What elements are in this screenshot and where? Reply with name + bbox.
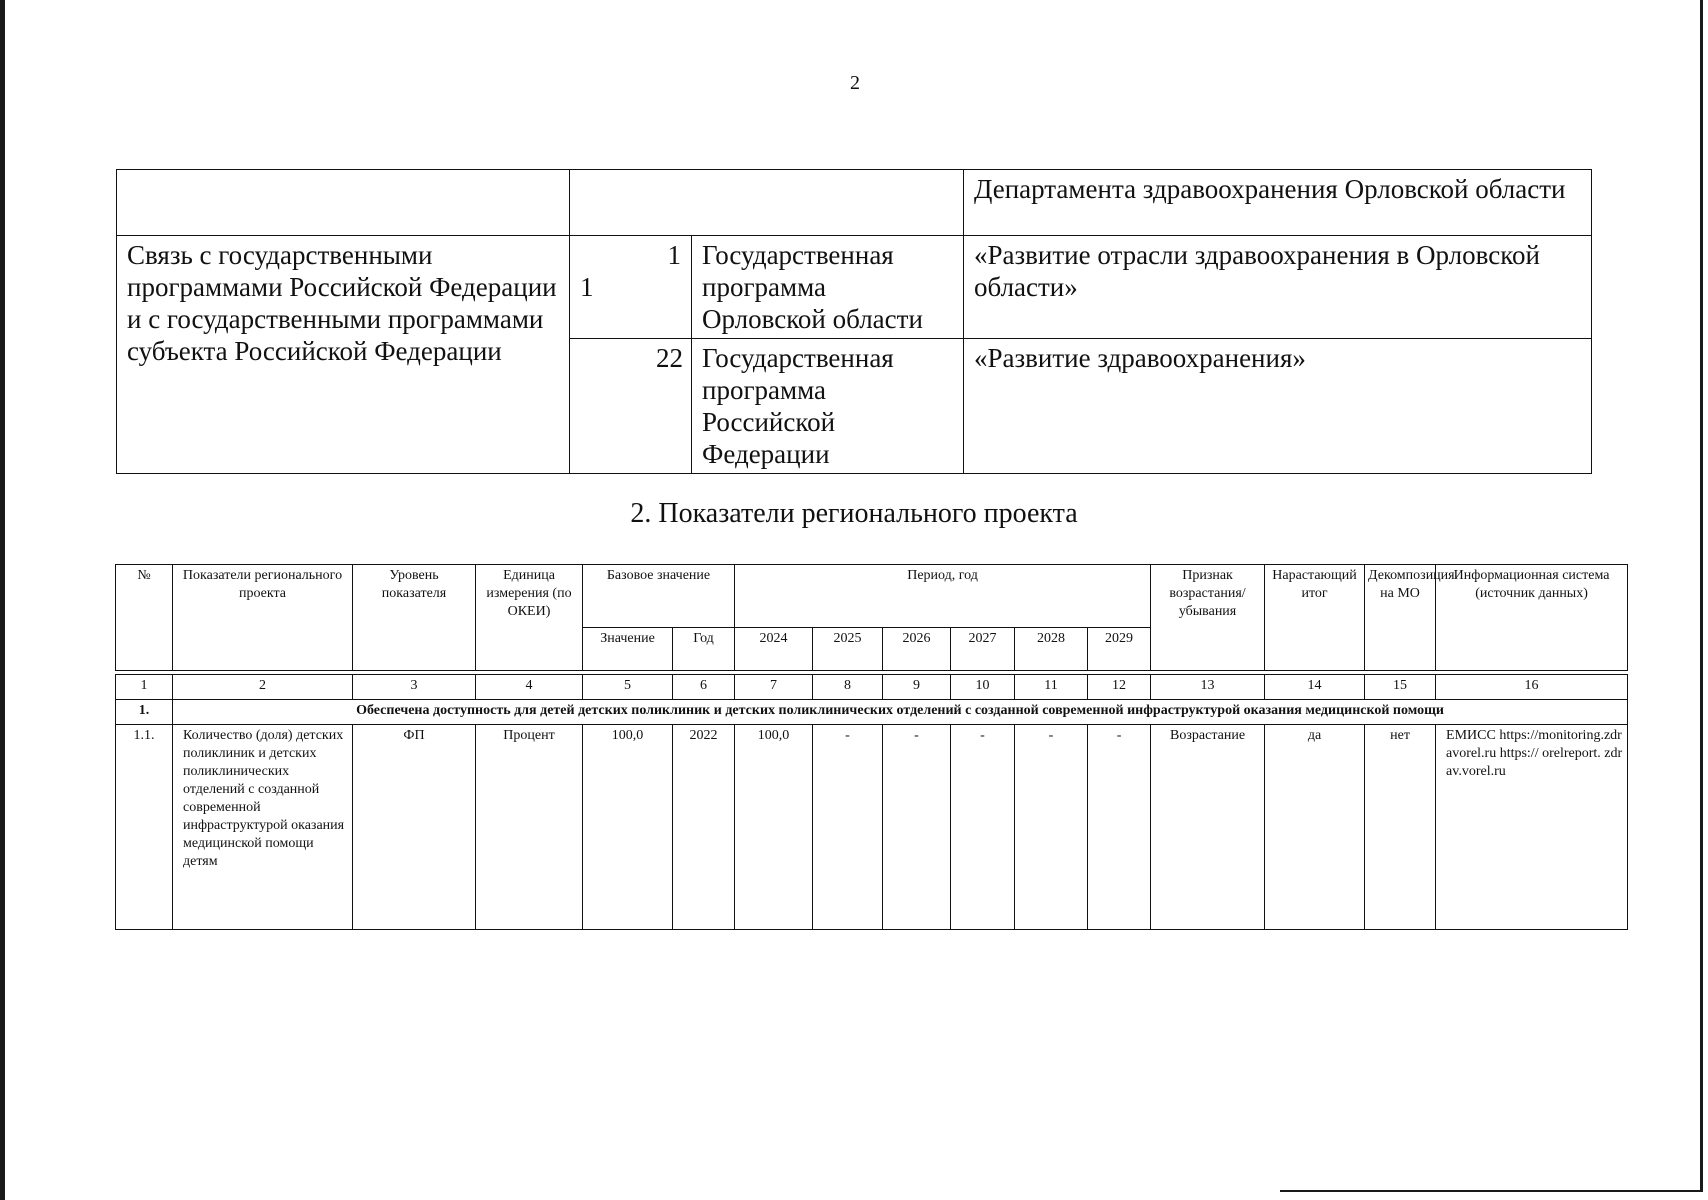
- value-2027: -: [951, 725, 1015, 930]
- info-system: ЕМИСС https://monitoring.zdravorel.ru https:// orelreport. zdrav.vorel.ru: [1436, 725, 1628, 930]
- program-number-main: 1: [580, 272, 594, 302]
- indicator-name: Количество (доля) детских поликлиник и детских поликлинических отделений с созданной современной инфраструктурой оказания медицинской помощи детям: [173, 725, 353, 930]
- column-number: 9: [883, 675, 951, 700]
- column-number: 11: [1015, 675, 1088, 700]
- links-label: Связь с государственными программами Российской Федерации и с государственными программами субъекта Российской Федерации: [117, 236, 570, 474]
- col-header-base-year: Год: [673, 628, 735, 671]
- page-left-border: [0, 0, 5, 1200]
- base-year: 2022: [673, 725, 735, 930]
- column-number: 1: [116, 675, 173, 700]
- value-2026: -: [883, 725, 951, 930]
- column-number: 14: [1265, 675, 1365, 700]
- program-number-sub: 1: [667, 240, 681, 270]
- group-number: 1.: [116, 700, 173, 725]
- column-number: 15: [1365, 675, 1436, 700]
- column-number: 3: [353, 675, 476, 700]
- program-type: Государственная программа Орловской области: [692, 236, 964, 339]
- empty-cell: [570, 170, 964, 236]
- group-row: [116, 700, 1628, 725]
- base-value: 100,0: [583, 725, 673, 930]
- column-number: 4: [476, 675, 583, 700]
- table-row: [116, 725, 1628, 930]
- col-header-sign: Признак возрастания/ убывания: [1151, 565, 1265, 671]
- col-header-level: Уровень показателя: [353, 565, 476, 671]
- col-header-year: 2028: [1015, 628, 1088, 671]
- column-number: 16: [1436, 675, 1628, 700]
- program-number: [570, 236, 692, 339]
- col-header-base-value: Значение: [583, 628, 673, 671]
- program-number: 22: [570, 339, 692, 474]
- page-bottom-line: [1280, 1190, 1703, 1192]
- indicator-level: ФП: [353, 725, 476, 930]
- empty-cell: [117, 170, 570, 236]
- col-header-decomposition: Декомпозиция на МО: [1365, 565, 1436, 671]
- col-header-year: 2026: [883, 628, 951, 671]
- column-number: 12: [1088, 675, 1151, 700]
- value-2029: -: [1088, 725, 1151, 930]
- col-header-cumulative: Нарастающий итог: [1265, 565, 1365, 671]
- col-header-unit: Единица измерения (по ОКЕИ): [476, 565, 583, 671]
- col-header-no: №: [116, 565, 173, 671]
- group-title: Обеспечена доступность для детей детских поликлиник и детских поликлинических отделений с созданной современной инфраструктурой оказания медицинской помощи: [173, 700, 1628, 725]
- page-right-border: [1700, 0, 1703, 1192]
- growth-sign: Возрастание: [1151, 725, 1265, 930]
- value-2025: -: [813, 725, 883, 930]
- col-header-year: 2024: [735, 628, 813, 671]
- col-header-info-system: Информационная система (источник данных): [1436, 565, 1628, 671]
- indicator-unit: Процент: [476, 725, 583, 930]
- value-2028: -: [1015, 725, 1088, 930]
- cumulative-total: да: [1265, 725, 1365, 930]
- section-title: 2. Показатели регионального проекта: [630, 498, 1078, 529]
- column-number: 2: [173, 675, 353, 700]
- value-2024: 100,0: [735, 725, 813, 930]
- mo-decomposition: нет: [1365, 725, 1436, 930]
- program-name: «Развитие отрасли здравоохранения в Орловской области»: [964, 236, 1592, 339]
- row-number: 1.1.: [116, 725, 173, 930]
- column-number: 13: [1151, 675, 1265, 700]
- col-header-base: Базовое значение: [583, 565, 735, 628]
- column-number-row: [116, 675, 1628, 700]
- column-number: 7: [735, 675, 813, 700]
- department-continuation: Департамента здравоохранения Орловской области: [964, 170, 1592, 236]
- column-number: 8: [813, 675, 883, 700]
- col-header-year: 2027: [951, 628, 1015, 671]
- header-row: [116, 565, 1628, 628]
- program-row: [117, 236, 1592, 339]
- column-number: 10: [951, 675, 1015, 700]
- col-header-period: Период, год: [735, 565, 1151, 628]
- program-links-table: [116, 169, 1592, 474]
- program-type: Государственная программа Российской Федерации: [692, 339, 964, 474]
- col-header-year: 2025: [813, 628, 883, 671]
- page-number: 2: [850, 72, 860, 94]
- program-name: «Развитие здравоохранения»: [964, 339, 1592, 474]
- column-number: 6: [673, 675, 735, 700]
- program-links-header-row: [117, 170, 1592, 236]
- col-header-year: 2029: [1088, 628, 1151, 671]
- column-number: 5: [583, 675, 673, 700]
- col-header-indicator: Показатели регионального проекта: [173, 565, 353, 671]
- indicators-table: [115, 564, 1628, 930]
